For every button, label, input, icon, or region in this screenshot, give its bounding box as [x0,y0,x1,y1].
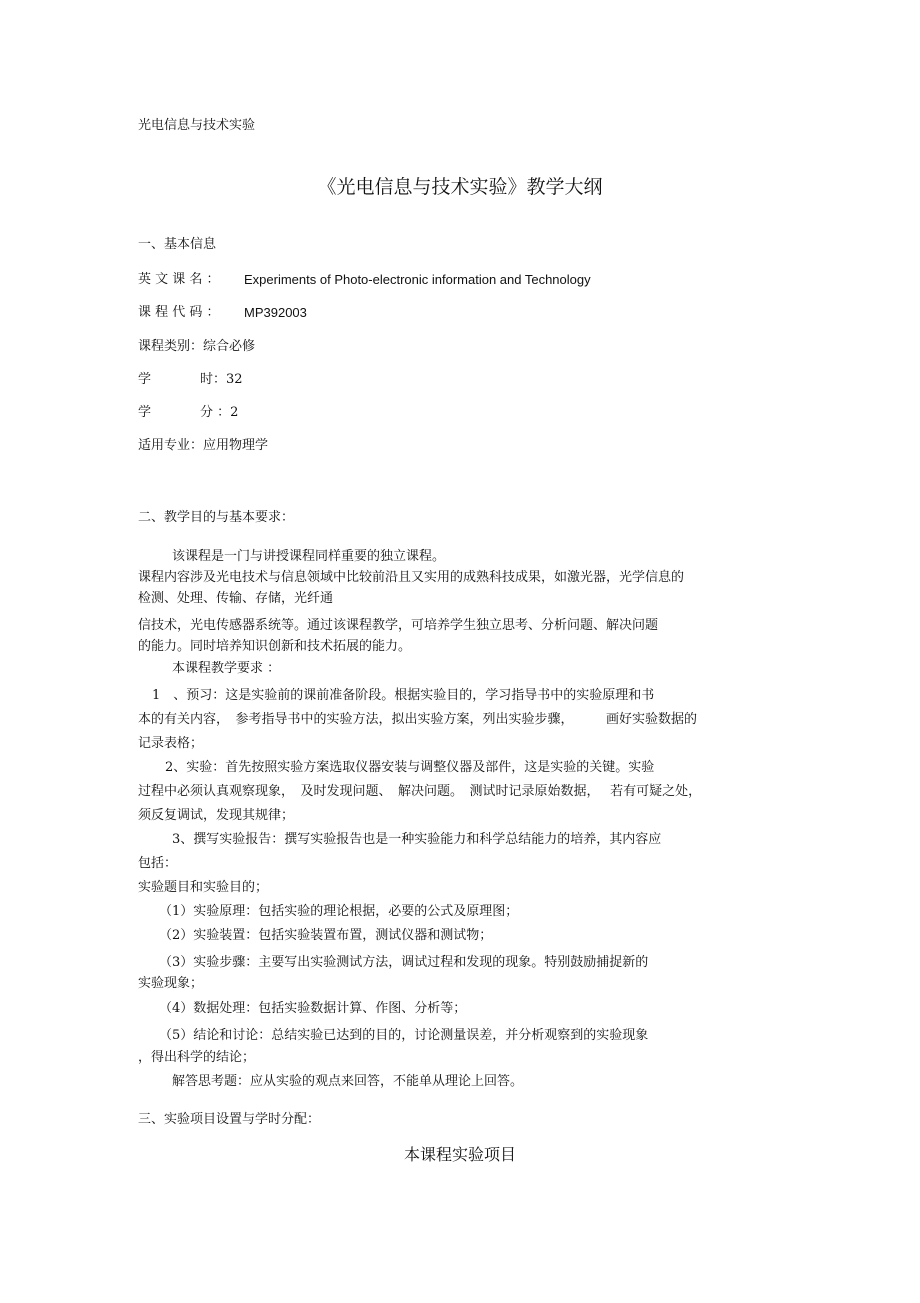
requirements-intro: 本课程教学要求 ： [172,661,281,676]
answer-questions-note: 解答思考题：应从实验的观点来回答，不能单从理论上回答。 [172,1074,524,1089]
report-item-3-cont: 实验现象； [138,976,204,991]
section-1-heading: 一、基本信息 [138,237,217,252]
report-item-5: （5）结论和讨论：总结实验已达到的目的，讨论测量误差，并分析观察到的实验现象 [159,1028,649,1043]
running-title: 光电信息与技术实验 [138,118,256,133]
requirement-2-line: 须反复调试，发现其规律； [138,808,295,823]
requirement-1-line: 本的有关内容， 参考指导书中的实验方法，拟出实验方案，列出实验步骤， 画好实验数据的 [138,712,698,727]
paragraph-line: 课程内容涉及光电技术与信息领域中比较前沿且又实用的成熟科技成果，如激光器，光学信息的 [138,570,685,585]
course-code-value: MP392003 [244,305,307,320]
requirement-1-line: 记录表格； [138,736,204,751]
english-name-value: Experiments of Photo-electronic information and Technology [244,272,591,287]
credits-value: 分 ：2 [200,405,239,420]
credits-label: 学 [138,405,152,420]
report-item-2: （2）实验装置：包括实验装置布置，测试仪器和测试物； [159,928,493,943]
section-3-heading: 三、实验项目设置与学时分配： [138,1112,321,1127]
table-caption: 本课程实验项目 [403,1145,516,1164]
section-2-heading: 二、教学目的与基本要求： [138,510,295,525]
report-item-4: （4）数据处理：包括实验数据计算、作图、分析等； [159,1001,467,1016]
course-category: 课程类别：综合必修 [138,339,256,354]
hours-label: 学 [138,372,152,387]
paragraph-line: 该课程是一门与讲授课程同样重要的独立课程。 [172,549,446,564]
applicable-major: 适用专业：应用物理学 [138,438,269,453]
paragraph-line: 信技术，光电传感器系统等。通过该课程教学，可培养学生独立思考、分析问题、解决问题 [138,618,659,633]
report-item-title: 实验题目和实验目的； [138,880,269,895]
requirement-2-line: 过程中必须认真观察现象， 及时发现问题、 解决问题。 测试时记录原始数据， 若有可疑之处， [138,784,702,799]
requirement-2-line: 2、实验：首先按照实验方案选取仪器安装与调整仪器及部件，这是实验的关键。实验 [165,760,655,775]
requirement-3-line: 3、撰写实验报告：撰写实验报告也是一种实验能力和科学总结能力的培养，其内容应 [172,832,662,847]
paragraph-line: 的能力。同时培养知识创新和技术拓展的能力。 [138,639,412,654]
page-title: 《光电信息与技术实验》教学大纲 [317,176,603,198]
requirement-3-line: 包括： [138,856,178,871]
report-item-3: （3）实验步骤：主要写出实验测试方法，调试过程和发现的现象。特别鼓励捕捉新的 [159,955,649,970]
hours-value: 时：32 [200,372,243,387]
course-code-label: 课 程 代 码 ： [138,305,220,320]
requirement-1-line: 1 、预习：这是实验前的课前准备阶段。根据实验目的，学习指导书中的实验原理和书 [152,688,655,703]
report-item-5-cont: ，得出科学的结论； [138,1050,256,1065]
report-item-1: （1）实验原理：包括实验的理论根据，必要的公式及原理图； [159,904,519,919]
paragraph-line: 检测、处理、传输、存储，光纤通 [138,591,334,606]
english-name-label: 英 文 课 名 ： [138,272,220,287]
